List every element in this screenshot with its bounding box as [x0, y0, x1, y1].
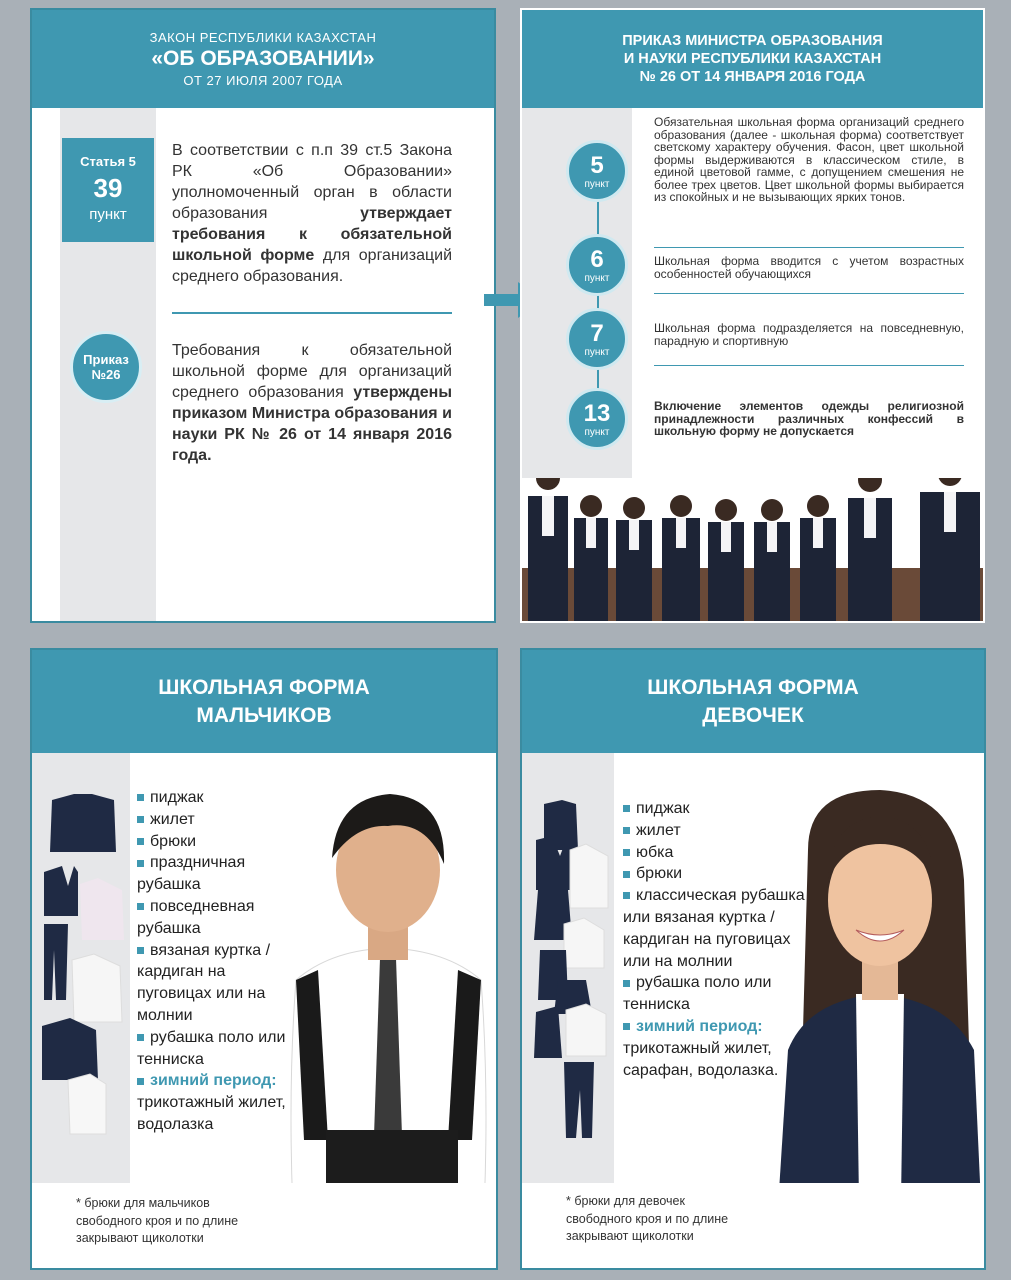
- order-badge-number: №26: [91, 367, 121, 382]
- point-unit: пункт: [584, 272, 610, 284]
- list-item-label: рубашка поло или тенниска: [623, 974, 772, 1014]
- law-text-2-bold: утверждены приказом Министра образования и науки РК № 26 от 14 января 2016 года.: [172, 384, 452, 464]
- point-text-7: Школьная форма подразделяется на повседневную, парадную и спортивную: [654, 321, 964, 348]
- bullet-icon: [137, 1078, 144, 1085]
- bullet-icon: [137, 903, 144, 910]
- list-item-label: праздничная рубашка: [137, 854, 246, 894]
- list-item-label: повседневная рубашка: [137, 897, 255, 937]
- order-badge: [70, 331, 142, 403]
- law-text-1-a: В соответствии с п.п 39 ст.5 Закона РК «Об Образовании» уполномоченный орган в области образования: [172, 142, 452, 222]
- list-item-label: жилет: [150, 810, 195, 828]
- point-number: 13: [583, 399, 611, 427]
- law-header-date: ОТ 27 ИЮЛЯ 2007 ГОДА: [183, 73, 343, 88]
- boys-header: [32, 650, 496, 753]
- bullet-icon: [623, 892, 630, 899]
- law-text-1-bold: утверждает требования к обязательной школьной форме: [172, 205, 452, 264]
- point-text-5: Обязательная школьная форма организаций среднего образования (далее - школьная форма) соответствует светскому характеру обучения. Фасон, цвет школьной формы выдерживаются в классическом стиле, в единой цветовой гамме, с допущением смешения не более трех цветов. Цвет школьной формы выбирается из спокойных и не вызывающих ярких тонов.: [654, 115, 964, 204]
- article-badge-label: Статья 5: [80, 154, 136, 169]
- law-text-2: [172, 340, 452, 466]
- winter-text: трикотажный жилет, водолазка: [137, 1094, 286, 1133]
- students-group-photo: [522, 478, 985, 623]
- boys-uniform-panel: [30, 648, 498, 1270]
- divider: [654, 365, 964, 366]
- point-circle-13: [566, 388, 628, 450]
- point-text-6: Школьная форма вводится с учетом возрастных особенностей обучающихся: [654, 254, 964, 281]
- law-header-title: «ОБ ОБРАЗОВАНИИ»: [151, 47, 375, 70]
- point-unit: пункт: [584, 346, 610, 358]
- list-item-label: юбка: [636, 843, 674, 861]
- bullet-icon: [623, 849, 630, 856]
- article-badge-number: 39: [93, 173, 123, 203]
- point-text-13: Включение элементов одежды религиозной принадлежности различных конфессий в школьную форму не допускается: [654, 399, 964, 438]
- girls-footnote: [566, 1193, 728, 1246]
- bullet-icon: [623, 827, 630, 834]
- point-number: 5: [590, 151, 604, 179]
- list-item-label: брюки: [636, 865, 682, 883]
- list-item-label: пиджак: [150, 789, 204, 806]
- bullet-icon: [623, 805, 630, 812]
- point-circle-7: [566, 308, 628, 370]
- girls-header: [522, 650, 984, 753]
- divider: [654, 293, 964, 294]
- winter-label: зимний период:: [636, 1017, 763, 1035]
- footnote-line: свободного кроя и по длине: [76, 1213, 239, 1228]
- order-header-line1: ПРИКАЗ МИНИСТРА ОБРАЗОВАНИЯ: [622, 33, 883, 49]
- boys-clothes-illustration: [38, 790, 128, 1140]
- bullet-icon: [137, 947, 144, 954]
- boys-header-line2: МАЛЬЧИКОВ: [196, 703, 332, 727]
- point-number: 6: [590, 245, 604, 273]
- bullet-icon: [623, 980, 630, 987]
- article-badge: [62, 138, 154, 242]
- girls-uniform-panel: [520, 648, 986, 1270]
- boys-footnote: [76, 1195, 238, 1248]
- girls-header-line1: ШКОЛЬНАЯ ФОРМА: [647, 675, 859, 699]
- law-text-1-c: для организаций среднего образования.: [172, 247, 453, 285]
- girls-header-line2: ДЕВОЧЕК: [702, 703, 804, 727]
- girls-clothes-illustration: [528, 800, 614, 1140]
- footnote-line: закрывают щиколотки: [76, 1231, 204, 1245]
- bullet-icon: [137, 794, 144, 801]
- law-header: [32, 10, 494, 108]
- article-badge-unit: пункт: [89, 206, 127, 223]
- point-number: 7: [590, 319, 604, 347]
- footnote-line: * брюки для девочек: [566, 1194, 685, 1208]
- list-item-label: брюки: [150, 832, 196, 850]
- winter-label: зимний период:: [150, 1072, 277, 1090]
- law-panel: [30, 8, 496, 623]
- list-item-label: пиджак: [636, 800, 690, 817]
- bullet-icon: [623, 1023, 630, 1030]
- list-item-label: жилет: [636, 821, 681, 839]
- law-text-2-a: Требования к обязательной школьной форме для организаций среднего образования: [172, 342, 452, 401]
- list-item-label: классическая рубашка или вязаная куртка / кардиган на пуговицах или на молнии: [623, 887, 805, 970]
- point-circle-5: [566, 140, 628, 202]
- order-header-line2: И НАУКИ РЕСПУБЛИКИ КАЗАХСТАН: [623, 51, 882, 67]
- footnote-line: свободного кроя и по длине: [566, 1211, 729, 1226]
- list-item-label: рубашка поло или тенниска: [137, 1028, 286, 1068]
- point-unit: пункт: [584, 178, 610, 190]
- bullet-icon: [137, 1034, 144, 1041]
- point-circle-6: [566, 234, 628, 296]
- bullet-icon: [623, 871, 630, 878]
- bullet-icon: [137, 860, 144, 867]
- point-unit: пункт: [584, 426, 610, 438]
- boys-header-line1: ШКОЛЬНАЯ ФОРМА: [158, 675, 370, 699]
- law-text-1: [172, 140, 452, 287]
- footnote-line: * брюки для мальчиков: [76, 1196, 210, 1210]
- bullet-icon: [137, 838, 144, 845]
- order-panel: [520, 8, 985, 623]
- order-header-line3: № 26 ОТ 14 ЯНВАРЯ 2016 ГОДА: [639, 69, 866, 85]
- list-item-label: вязаная куртка / кардиган на пуговицах или на молнии: [137, 941, 271, 1024]
- footnote-line: закрывают щиколотки: [566, 1229, 694, 1243]
- divider: [172, 312, 452, 314]
- bullet-icon: [137, 816, 144, 823]
- order-header: [522, 10, 983, 108]
- winter-text: трикотажный жилет, сарафан, водолазка.: [623, 1039, 779, 1079]
- divider: [654, 247, 964, 248]
- law-header-line1: ЗАКОН РЕСПУБЛИКИ КАЗАХСТАН: [149, 30, 377, 45]
- order-badge-label: Приказ: [83, 352, 129, 367]
